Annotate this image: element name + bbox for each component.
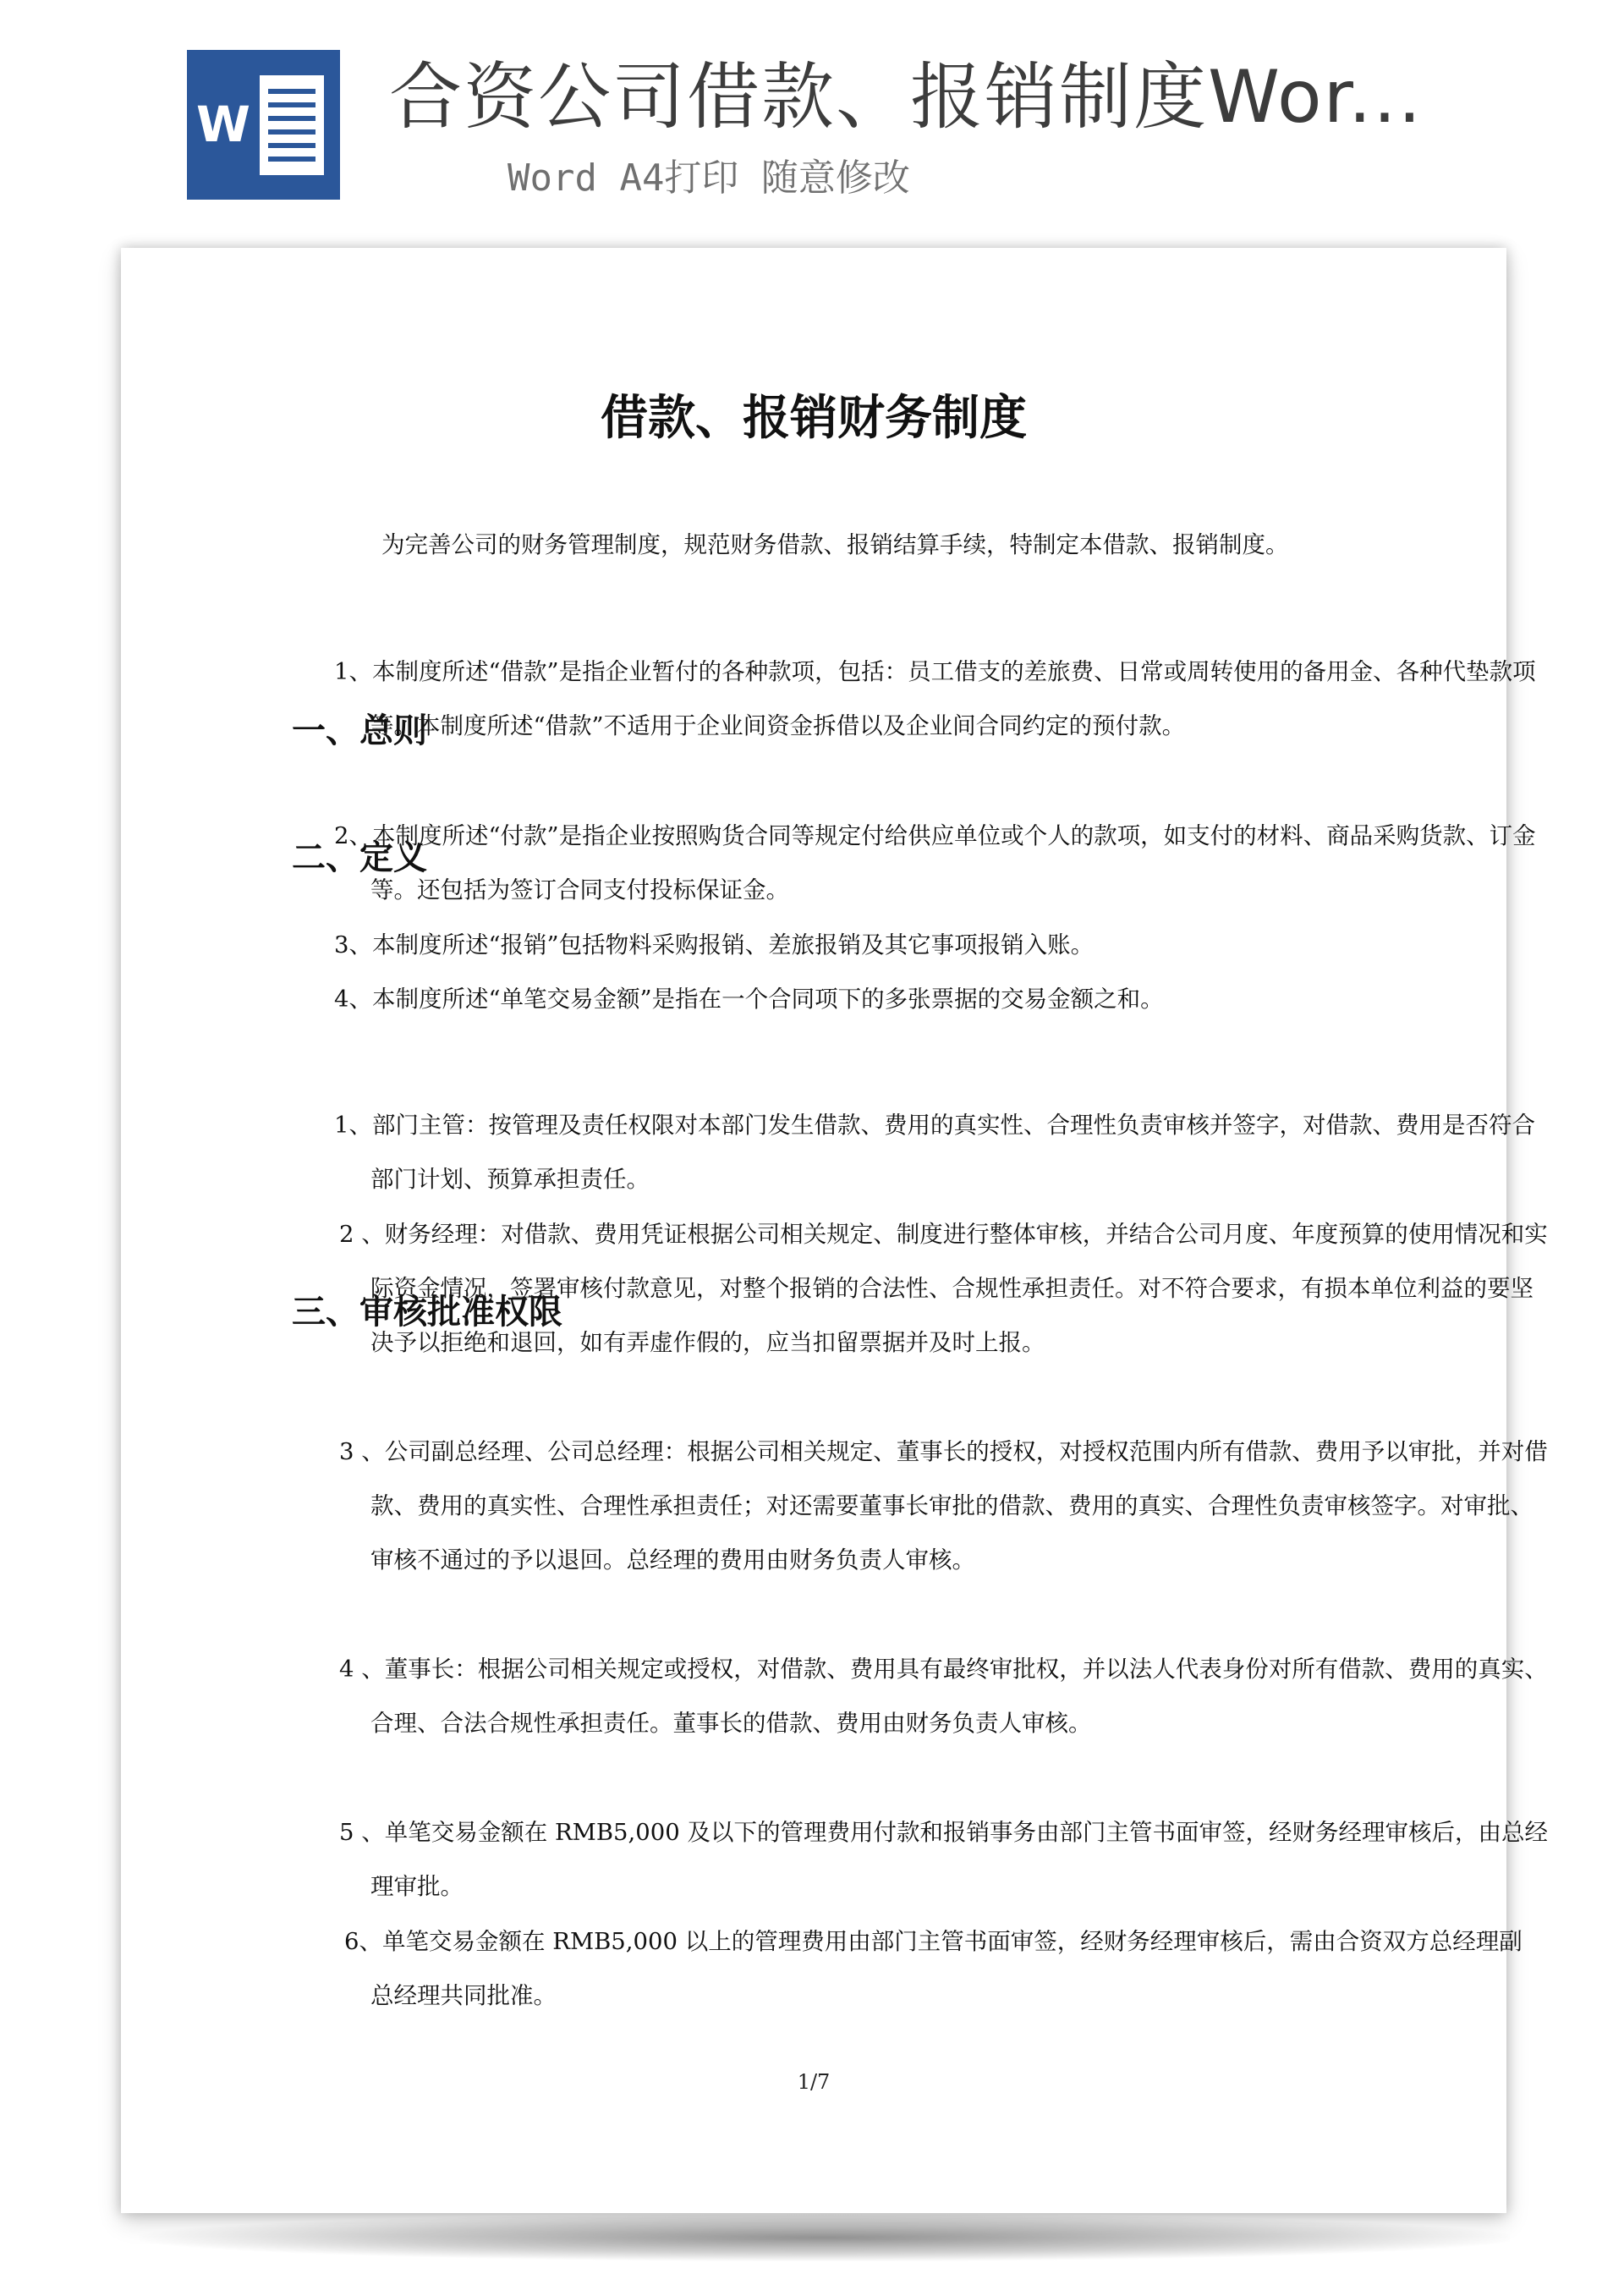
paragraph-definition-4: 4、本制度所述“单笔交易金额”是指在一个合同项下的多张票据的交易金额之和。 (334, 986, 1164, 1013)
page-shadow (140, 2214, 1510, 2261)
page-number: 1/7 (797, 2070, 831, 2094)
paragraph-approval-6: 6、单笔交易金额在 RMB5,000 以上的管理费用由部门主管书面审签，经财务经理审核后，需由合资双方总经理副总经理共同批准。 (344, 1928, 1522, 2009)
document-page (121, 248, 1549, 2213)
paragraph-general-1: 为完善公司的财务管理制度，规范财务借款、报销结算手续，特制定本借款、报销制度。 (381, 531, 1289, 558)
section-heading-approval-authority: 三、审核批准权限 (292, 1293, 562, 1332)
paragraph-approval-5: 5 、单笔交易金额在 RMB5,000 及以下的管理费用付款和报销事务由部门主管书面审签，经财务经理审核后，由总经理审批。 (339, 1819, 1549, 1900)
section-heading-general: 一、总则 (292, 711, 427, 750)
banner-title: 合资公司借款、报销制度Wor... (389, 55, 1424, 140)
paragraph-definition-3: 3、本制度所述“报销”包括物料采购报销、差旅报销及其它事项报销入账。 (334, 931, 1095, 958)
document-title: 借款、报销财务制度 (601, 391, 1027, 446)
paragraph-approval-3: 3 、公司副总经理、公司总经理：根据公司相关规定、董事长的授权，对授权范围内所有借款、费用予以审批，并对借款、费用的真实性、合理性承担责任；对还需要董事长审批的借款、费用的真实、合理性负责审核签字。对审批、审核不通过的予以退回。总经理的费用由财务负责人审核。 (339, 1438, 1548, 1574)
paragraph-approval-2: 2 、财务经理：对借款、费用凭证根据公司相关规定、制度进行整体审核，并结合公司月度、年度预算的使用情况和实际资金情况，签署审核付款意见，对整个报销的合法性、合规性承担责任。对不符合要求，有损本单位利益的要坚决予以拒绝和退回，如有弄虚作假的，应当扣留票据并及时上报。 (339, 1221, 1548, 1356)
paragraph-definition-1: 1、本制度所述“借款”是指企业暂付的各种款项，包括：员工借支的差旅费、日常或周转使用的备用金、各种代垫款项等。本制度所述“借款”不适用于企业间资金拆借以及企业间合同约定的预付款。 (334, 658, 1536, 739)
banner-subtitle: Word A4打印 随意修改 (508, 157, 910, 200)
word-document-icon (187, 50, 340, 200)
paragraph-approval-1: 1、部门主管：按管理及责任权限对本部门发生借款、费用的真实性、合理性负责审核并签字，对借款、费用是否符合部门计划、预算承担责任。 (334, 1112, 1535, 1193)
paragraph-definition-2: 2、本制度所述“付款”是指企业按照购货合同等规定付给供应单位或个人的款项，如支付的材料、商品采购货款、订金等。还包括为签订合同支付投标保证金。 (334, 822, 1536, 904)
section-heading-definitions: 二、定义 (292, 838, 427, 877)
paragraph-approval-4: 4 、董事长：根据公司相关规定或授权，对借款、费用具有最终审批权，并以法人代表身份对所有借款、费用的真实、合理、合法合规性承担责任。董事长的借款、费用由财务负责人审核。 (339, 1656, 1548, 1737)
word-logo-letter: W (196, 96, 250, 153)
